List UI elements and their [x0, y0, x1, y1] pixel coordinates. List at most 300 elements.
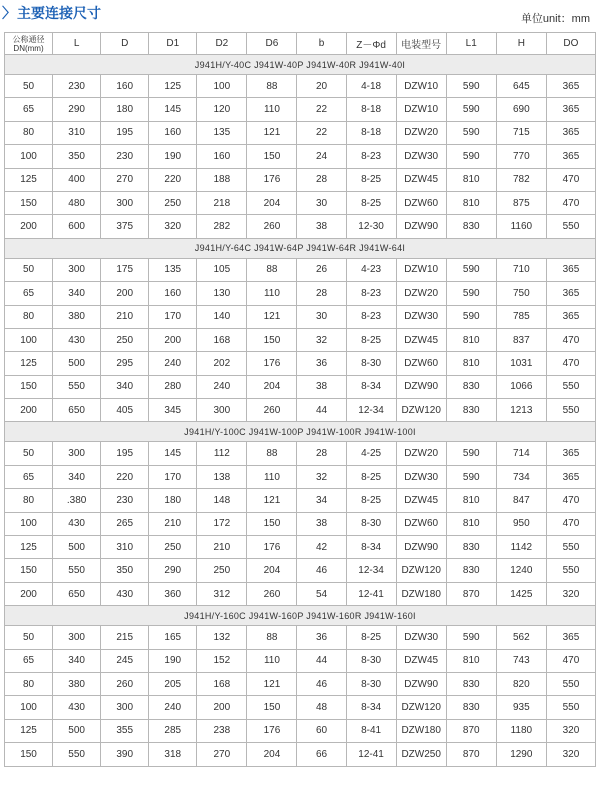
- table-cell: 650: [53, 582, 101, 605]
- table-cell: 205: [149, 672, 197, 695]
- dn-cell: 50: [5, 258, 53, 281]
- table-cell: 810: [446, 168, 496, 191]
- table-cell: DZW10: [396, 75, 446, 98]
- table-cell: DZW10: [396, 98, 446, 121]
- table-cell: 500: [53, 719, 101, 742]
- table-row: [5, 121, 596, 144]
- table-cell: 160: [101, 75, 149, 98]
- table-row: [5, 465, 596, 488]
- table-cell: 320: [546, 719, 595, 742]
- table-cell: 830: [446, 536, 496, 559]
- table-cell: 1142: [496, 536, 546, 559]
- table-cell: 24: [297, 145, 346, 168]
- table-cell: 8-18: [346, 98, 396, 121]
- table-cell: 870: [446, 719, 496, 742]
- table-cell: 204: [247, 375, 297, 398]
- table-cell: 195: [101, 442, 149, 465]
- table-cell: 590: [446, 98, 496, 121]
- table-row: [5, 145, 596, 168]
- table-cell: 121: [247, 305, 297, 328]
- table-cell: 32: [297, 328, 346, 351]
- table-cell: 590: [446, 442, 496, 465]
- table-cell: 430: [53, 328, 101, 351]
- table-cell: 550: [546, 215, 595, 238]
- table-cell: 340: [53, 282, 101, 305]
- header-z-d: Z－Φd: [346, 33, 396, 55]
- table-cell: 470: [546, 512, 595, 535]
- table-row: [5, 399, 596, 422]
- table-cell: 870: [446, 743, 496, 766]
- table-cell: 8-34: [346, 536, 396, 559]
- table-row: [5, 98, 596, 121]
- table-cell: 312: [197, 582, 247, 605]
- table-cell: 176: [247, 168, 297, 191]
- table-cell: 110: [247, 282, 297, 305]
- table-cell: 260: [247, 582, 297, 605]
- table-cell: 837: [496, 328, 546, 351]
- table-cell: 8-41: [346, 719, 396, 742]
- table-row: [5, 168, 596, 191]
- table-cell: 54: [297, 582, 346, 605]
- dn-cell: 125: [5, 352, 53, 375]
- table-cell: 350: [53, 145, 101, 168]
- table-cell: 430: [53, 512, 101, 535]
- table-cell: 175: [101, 258, 149, 281]
- table-cell: 30: [297, 305, 346, 328]
- table-cell: 365: [546, 465, 595, 488]
- table-row: [5, 352, 596, 375]
- table-cell: 285: [149, 719, 197, 742]
- table-cell: 210: [197, 536, 247, 559]
- table-cell: 230: [53, 75, 101, 98]
- table-cell: 218: [197, 191, 247, 214]
- table-header: [5, 33, 596, 55]
- title-text: 主要连接尺寸: [17, 5, 101, 21]
- dn-cell: 100: [5, 512, 53, 535]
- table-cell: 295: [101, 352, 149, 375]
- dn-cell: 100: [5, 696, 53, 719]
- table-cell: 22: [297, 98, 346, 121]
- table-cell: 318: [149, 743, 197, 766]
- table-cell: 121: [247, 489, 297, 512]
- table-cell: 282: [197, 215, 247, 238]
- table-cell: 150: [247, 696, 297, 719]
- table-cell: 365: [546, 98, 595, 121]
- table-cell: 170: [149, 305, 197, 328]
- table-cell: 32: [297, 465, 346, 488]
- table-cell: 28: [297, 282, 346, 305]
- header-d2: D2: [197, 33, 247, 55]
- table-cell: DZW30: [396, 465, 446, 488]
- table-cell: 38: [297, 215, 346, 238]
- table-cell: DZW20: [396, 282, 446, 305]
- table-cell: 12-30: [346, 215, 396, 238]
- table-cell: DZW45: [396, 489, 446, 512]
- table-cell: 550: [546, 375, 595, 398]
- table-cell: 935: [496, 696, 546, 719]
- table-cell: 12-34: [346, 399, 396, 422]
- table-cell: 290: [53, 98, 101, 121]
- table-cell: 590: [446, 465, 496, 488]
- table-cell: 340: [53, 465, 101, 488]
- table-cell: 265: [101, 512, 149, 535]
- table-cell: DZW45: [396, 168, 446, 191]
- table-cell: 20: [297, 75, 346, 98]
- table-cell: 430: [101, 582, 149, 605]
- table-cell: 550: [53, 559, 101, 582]
- table-cell: 430: [53, 696, 101, 719]
- table-cell: 847: [496, 489, 546, 512]
- table-row: [5, 442, 596, 465]
- table-cell: 38: [297, 512, 346, 535]
- table-cell: 36: [297, 626, 346, 649]
- table-cell: 4-23: [346, 258, 396, 281]
- table-cell: 125: [149, 75, 197, 98]
- header-dn: 公称通径DN(mm): [5, 33, 53, 55]
- header-actuator-model: 电装型号: [396, 33, 446, 55]
- table-cell: 830: [446, 696, 496, 719]
- table-cell: 1425: [496, 582, 546, 605]
- table-cell: 300: [197, 399, 247, 422]
- table-cell: 8-25: [346, 168, 396, 191]
- table-cell: 714: [496, 442, 546, 465]
- table-cell: 121: [247, 672, 297, 695]
- table-cell: DZW90: [396, 536, 446, 559]
- dn-cell: 50: [5, 626, 53, 649]
- table-cell: DZW120: [396, 559, 446, 582]
- table-cell: 320: [546, 743, 595, 766]
- table-cell: 280: [149, 375, 197, 398]
- table-cell: 1290: [496, 743, 546, 766]
- table-cell: 202: [197, 352, 247, 375]
- table-cell: DZW60: [396, 512, 446, 535]
- table-cell: 44: [297, 399, 346, 422]
- dn-cell: 65: [5, 465, 53, 488]
- table-cell: 810: [446, 649, 496, 672]
- dn-cell: 125: [5, 168, 53, 191]
- table-cell: 88: [247, 626, 297, 649]
- table-cell: 4-25: [346, 442, 396, 465]
- table-cell: 375: [101, 215, 149, 238]
- table-cell: 48: [297, 696, 346, 719]
- table-cell: 130: [197, 282, 247, 305]
- table-cell: 590: [446, 626, 496, 649]
- table-cell: 110: [247, 98, 297, 121]
- table-cell: 600: [53, 215, 101, 238]
- table-cell: DZW60: [396, 191, 446, 214]
- table-cell: 500: [53, 352, 101, 375]
- table-cell: DZW10: [396, 258, 446, 281]
- table-cell: 590: [446, 282, 496, 305]
- table-cell: DZW90: [396, 672, 446, 695]
- table-cell: 645: [496, 75, 546, 98]
- dn-cell: 65: [5, 649, 53, 672]
- table-cell: 1031: [496, 352, 546, 375]
- table-cell: 200: [197, 696, 247, 719]
- dn-cell: 80: [5, 121, 53, 144]
- table-cell: 135: [149, 258, 197, 281]
- model-group-row: [5, 55, 596, 75]
- table-cell: DZW45: [396, 649, 446, 672]
- table-cell: 176: [247, 719, 297, 742]
- table-cell: 105: [197, 258, 247, 281]
- table-cell: 240: [149, 696, 197, 719]
- table-cell: DZW120: [396, 399, 446, 422]
- dn-cell: 200: [5, 215, 53, 238]
- model-group-label: J941H/Y-160C J941W-160P J941W-160R J941W-160I: [5, 606, 596, 626]
- table-cell: 215: [101, 626, 149, 649]
- header-do: DO: [546, 33, 595, 55]
- table-cell: 590: [446, 145, 496, 168]
- table-cell: 550: [546, 536, 595, 559]
- dn-cell: 200: [5, 582, 53, 605]
- table-cell: 820: [496, 672, 546, 695]
- dn-cell: 65: [5, 98, 53, 121]
- table-cell: 250: [197, 559, 247, 582]
- table-cell: 26: [297, 258, 346, 281]
- table-cell: 110: [247, 465, 297, 488]
- table-cell: 135: [197, 121, 247, 144]
- table-cell: 500: [53, 536, 101, 559]
- table-cell: 140: [197, 305, 247, 328]
- table-row: [5, 191, 596, 214]
- model-group-row: [5, 606, 596, 626]
- table-cell: 110: [247, 649, 297, 672]
- table-cell: 270: [197, 743, 247, 766]
- table-cell: 8-25: [346, 328, 396, 351]
- table-cell: 365: [546, 626, 595, 649]
- table-cell: 810: [446, 512, 496, 535]
- table-cell: 785: [496, 305, 546, 328]
- section-title: [2, 3, 101, 23]
- table-row: [5, 375, 596, 398]
- table-cell: 365: [546, 258, 595, 281]
- table-cell: 300: [53, 258, 101, 281]
- table-cell: 240: [149, 352, 197, 375]
- table-cell: 200: [149, 328, 197, 351]
- table-cell: 830: [446, 559, 496, 582]
- dn-cell: 125: [5, 719, 53, 742]
- dn-cell: 150: [5, 743, 53, 766]
- table-cell: 160: [149, 282, 197, 305]
- table-cell: 145: [149, 98, 197, 121]
- table-cell: 210: [101, 305, 149, 328]
- table-cell: 550: [546, 672, 595, 695]
- table-cell: 22: [297, 121, 346, 144]
- table-cell: 150: [247, 512, 297, 535]
- table-cell: 310: [53, 121, 101, 144]
- table-cell: 830: [446, 375, 496, 398]
- table-cell: 88: [247, 442, 297, 465]
- title-mark: 〉: [2, 5, 16, 21]
- table-cell: 590: [446, 75, 496, 98]
- dn-cell: 125: [5, 536, 53, 559]
- table-cell: 300: [53, 626, 101, 649]
- dn-cell: 100: [5, 328, 53, 351]
- header-row: [5, 33, 596, 55]
- dn-cell: 80: [5, 489, 53, 512]
- table-cell: 365: [546, 282, 595, 305]
- table-cell: 300: [101, 696, 149, 719]
- table-cell: 8-18: [346, 121, 396, 144]
- table-cell: 46: [297, 672, 346, 695]
- table-row: [5, 672, 596, 695]
- table-cell: 66: [297, 743, 346, 766]
- table-row: [5, 328, 596, 351]
- model-group-label: J941H/Y-40C J941W-40P J941W-40R J941W-40I: [5, 55, 596, 75]
- table-cell: DZW45: [396, 328, 446, 351]
- dn-cell: 80: [5, 672, 53, 695]
- table-cell: 770: [496, 145, 546, 168]
- table-row: [5, 559, 596, 582]
- model-group-label: J941H/Y-100C J941W-100P J941W-100R J941W-100I: [5, 422, 596, 442]
- table-row: [5, 719, 596, 742]
- table-cell: 176: [247, 536, 297, 559]
- table-cell: 121: [247, 121, 297, 144]
- dn-cell: 150: [5, 559, 53, 582]
- table-cell: 204: [247, 743, 297, 766]
- dn-cell: 50: [5, 442, 53, 465]
- table-cell: 590: [446, 258, 496, 281]
- table-cell: 195: [101, 121, 149, 144]
- table-cell: 290: [149, 559, 197, 582]
- table-cell: 38: [297, 375, 346, 398]
- table-row: [5, 536, 596, 559]
- table-cell: 1240: [496, 559, 546, 582]
- table-cell: 250: [149, 191, 197, 214]
- table-cell: 204: [247, 559, 297, 582]
- header-b: b: [297, 33, 346, 55]
- table-cell: 480: [53, 191, 101, 214]
- table-cell: 152: [197, 649, 247, 672]
- table-cell: 260: [247, 399, 297, 422]
- table-cell: 380: [53, 672, 101, 695]
- table-cell: 8-23: [346, 145, 396, 168]
- table-cell: 12-34: [346, 559, 396, 582]
- table-cell: 180: [101, 98, 149, 121]
- table-cell: 400: [53, 168, 101, 191]
- table-cell: 60: [297, 719, 346, 742]
- table-cell: 190: [149, 145, 197, 168]
- table-cell: 550: [546, 696, 595, 719]
- table-cell: 550: [53, 375, 101, 398]
- table-cell: DZW250: [396, 743, 446, 766]
- header-l: L: [53, 33, 101, 55]
- table-cell: 365: [546, 145, 595, 168]
- header-d: D: [101, 33, 149, 55]
- dn-cell: 150: [5, 191, 53, 214]
- model-group-row: [5, 238, 596, 258]
- table-cell: 4-18: [346, 75, 396, 98]
- table-cell: 210: [149, 512, 197, 535]
- table-cell: 470: [546, 352, 595, 375]
- table-cell: DZW20: [396, 121, 446, 144]
- table-cell: 320: [149, 215, 197, 238]
- table-cell: 8-34: [346, 375, 396, 398]
- table-cell: 8-23: [346, 282, 396, 305]
- table-cell: 46: [297, 559, 346, 582]
- table-cell: 165: [149, 626, 197, 649]
- table-cell: 550: [546, 399, 595, 422]
- table-cell: 743: [496, 649, 546, 672]
- table-cell: 145: [149, 442, 197, 465]
- table-cell: 132: [197, 626, 247, 649]
- table-cell: 148: [197, 489, 247, 512]
- table-cell: DZW90: [396, 215, 446, 238]
- table-row: [5, 512, 596, 535]
- table-cell: 250: [101, 328, 149, 351]
- table-body: [5, 55, 596, 767]
- table-cell: 8-30: [346, 649, 396, 672]
- table-cell: 204: [247, 191, 297, 214]
- table-cell: 470: [546, 168, 595, 191]
- table-cell: 8-23: [346, 305, 396, 328]
- table-cell: 34: [297, 489, 346, 512]
- table-cell: 810: [446, 191, 496, 214]
- table-row: [5, 743, 596, 766]
- table-cell: 88: [247, 258, 297, 281]
- table-cell: 810: [446, 489, 496, 512]
- table-cell: 180: [149, 489, 197, 512]
- table-cell: 345: [149, 399, 197, 422]
- table-cell: 830: [446, 215, 496, 238]
- table-cell: 365: [546, 305, 595, 328]
- table-cell: 28: [297, 442, 346, 465]
- table-cell: 365: [546, 442, 595, 465]
- table-cell: 250: [149, 536, 197, 559]
- table-cell: 8-25: [346, 465, 396, 488]
- table-cell: 750: [496, 282, 546, 305]
- table-row: [5, 626, 596, 649]
- table-row: [5, 258, 596, 281]
- table-cell: 405: [101, 399, 149, 422]
- table-cell: 1213: [496, 399, 546, 422]
- table-cell: 260: [247, 215, 297, 238]
- table-row: [5, 696, 596, 719]
- table-cell: 300: [101, 191, 149, 214]
- table-cell: 8-30: [346, 352, 396, 375]
- table-cell: 715: [496, 121, 546, 144]
- table-cell: 8-30: [346, 512, 396, 535]
- table-cell: 8-25: [346, 191, 396, 214]
- table-cell: 260: [101, 672, 149, 695]
- table-cell: 170: [149, 465, 197, 488]
- table-cell: DZW30: [396, 145, 446, 168]
- table-cell: 138: [197, 465, 247, 488]
- table-cell: 650: [53, 399, 101, 422]
- table-row: [5, 489, 596, 512]
- table-cell: 350: [101, 559, 149, 582]
- dn-cell: 150: [5, 375, 53, 398]
- table-cell: 245: [101, 649, 149, 672]
- table-cell: 168: [197, 328, 247, 351]
- header-d1: D1: [149, 33, 197, 55]
- table-cell: 300: [53, 442, 101, 465]
- table-cell: 690: [496, 98, 546, 121]
- table-cell: 8-25: [346, 626, 396, 649]
- table-cell: 470: [546, 328, 595, 351]
- table-cell: 320: [546, 582, 595, 605]
- table-cell: 810: [446, 328, 496, 351]
- table-cell: 220: [101, 465, 149, 488]
- table-cell: 310: [101, 536, 149, 559]
- table-row: [5, 305, 596, 328]
- dn-cell: 50: [5, 75, 53, 98]
- header-d6: D6: [247, 33, 297, 55]
- table-row: [5, 215, 596, 238]
- table-row: [5, 649, 596, 672]
- table-cell: 270: [101, 168, 149, 191]
